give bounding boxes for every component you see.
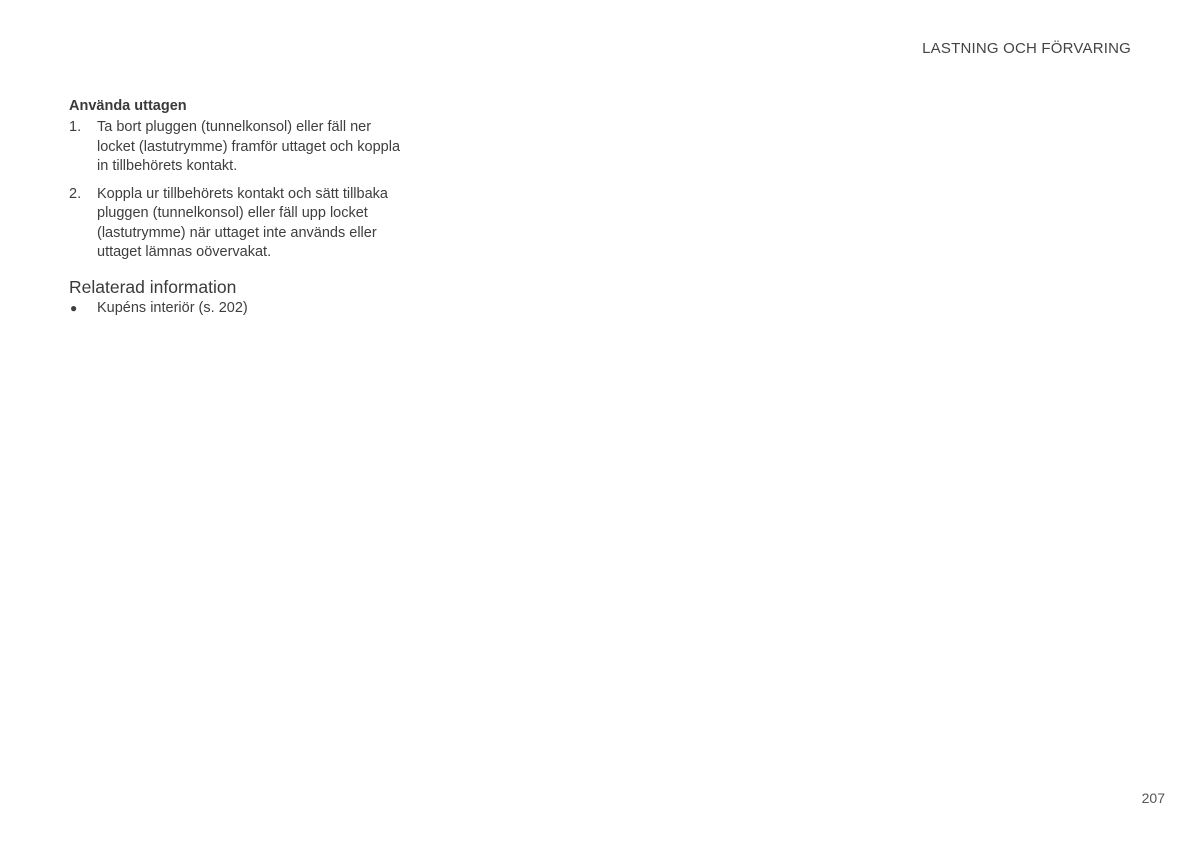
section-header: LASTNING OCH FÖRVARING — [922, 40, 1131, 57]
subheading-use-outlets: Använda uttagen — [69, 98, 187, 114]
step-number: 2. — [69, 185, 82, 202]
page-number: 207 — [1141, 790, 1165, 806]
related-link-interior[interactable]: Kupéns interiör (s. 202) — [97, 299, 248, 316]
step-text: Ta bort pluggen (tunnelkonsol) eller fäll ner locket (lastutrymme) framför uttaget och koppla in tillbehörets kontakt. — [97, 119, 401, 174]
bullet-icon: ● — [70, 300, 78, 315]
related-info-heading: Relaterad information — [69, 276, 237, 297]
step-item — [69, 185, 409, 263]
step-item — [69, 118, 409, 177]
steps-list — [69, 118, 409, 263]
step-text: Koppla ur tillbehörets kontakt och sätt tillbaka pluggen (tunnelkonsol) eller fäll upp locket (lastutrymme) när uttaget inte används eller uttaget lämnas oövervakat. — [97, 185, 388, 260]
step-number: 1. — [69, 119, 82, 135]
main-content — [69, 97, 409, 318]
related-info-list — [69, 299, 409, 319]
related-item[interactable] — [69, 299, 409, 319]
